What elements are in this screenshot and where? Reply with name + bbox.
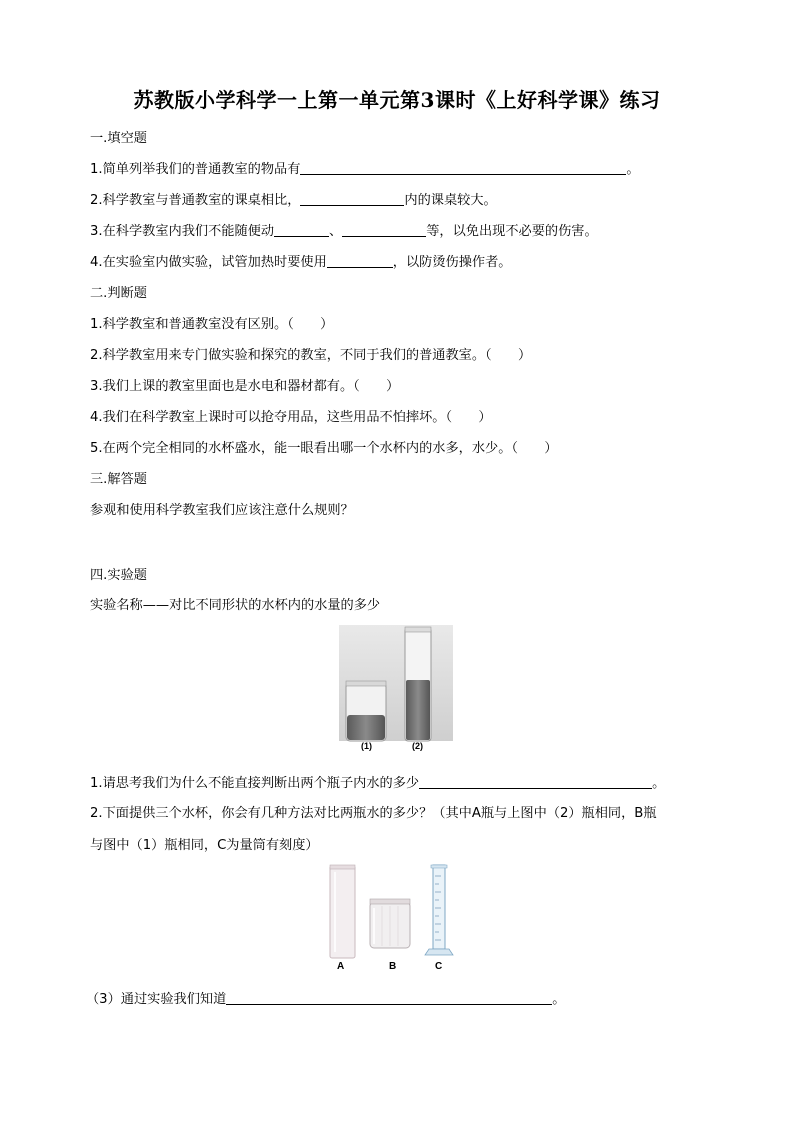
figure2-label-b: B (389, 961, 397, 972)
fill-question-1 (90, 158, 640, 177)
experiment-question-3 (86, 988, 565, 1007)
answer-blank[interactable] (327, 253, 393, 268)
two-jars-image (339, 625, 453, 751)
fill-question-3-mid: 、 (329, 224, 343, 239)
experiment-question-1-text: 1.请思考我们为什么不能直接判断出两个瓶子内水的多少 (90, 776, 420, 791)
section2-heading: 二.判断题 (90, 286, 147, 301)
fill-question-1-text: 1.简单列举我们的普通教室的物品有 (90, 162, 301, 177)
figure1-label-2: (2) (412, 741, 423, 751)
fill-question-1-end: 。 (626, 162, 640, 177)
judge-question-5: 5.在两个完全相同的水杯盛水，能一眼看出哪一个水杯内的水多，水少。（ ） (90, 441, 558, 456)
figure2-label-a: A (337, 961, 345, 972)
answer-blank[interactable] (226, 990, 552, 1005)
fill-question-2 (90, 189, 497, 208)
section1-heading: 一.填空题 (90, 131, 147, 146)
experiment-question-3-text: （3）通过实验我们知道 (86, 992, 227, 1007)
experiment-question-3-end: 。 (552, 992, 566, 1007)
judge-question-1: 1.科学教室和普通教室没有区别。（ ） (90, 317, 334, 332)
three-cups-figure (322, 862, 472, 974)
page-title: 苏教版小学科学一上第一单元第3课时《上好科学课》练习 (133, 88, 661, 112)
three-cups-image (322, 862, 472, 960)
fill-question-2-end: 内的课桌较大。 (404, 193, 497, 208)
answer-question: 参观和使用科学教室我们应该注意什么规则？ (90, 503, 354, 518)
fill-question-4-end: ，以防烫伤操作者。 (392, 255, 512, 270)
experiment-question-1-end: 。 (652, 776, 666, 791)
figure2-label-c: C (435, 961, 443, 972)
answer-blank[interactable] (274, 222, 329, 237)
fill-question-3-text: 3.在科学教室内我们不能随便动 (90, 224, 275, 239)
two-jars-figure (339, 625, 453, 751)
judge-question-3: 3.我们上课的教室里面也是水电和器材都有。（ ） (90, 379, 400, 394)
figure1-label-1: (1) (361, 741, 372, 751)
fill-question-4-text: 4.在实验室内做实验，试管加热时要使用 (90, 255, 327, 270)
judge-question-2: 2.科学教室用来专门做实验和探究的教室，不同于我们的普通教室。（ ） (90, 348, 532, 363)
answer-blank[interactable] (300, 191, 404, 206)
experiment-name: 实验名称——对比不同形状的水杯内的水量的多少 (90, 598, 381, 613)
fill-question-3 (90, 220, 598, 239)
fill-question-2-text: 2.科学教室与普通教室的课桌相比， (90, 193, 301, 208)
fill-question-3-end: 等，以免出现不必要的伤害。 (426, 224, 598, 239)
answer-blank[interactable] (419, 774, 652, 789)
answer-blank[interactable] (342, 222, 426, 237)
answer-blank[interactable] (300, 160, 626, 175)
experiment-question-2-line2: 与图中（1）瓶相同，C为量筒有刻度） (90, 838, 319, 853)
fill-question-4 (90, 251, 511, 270)
experiment-question-2-line1: 2.下面提供三个水杯，你会有几种方法对比两瓶水的多少？（其中A瓶与上图中（2）瓶相同，B瓶 (90, 806, 657, 821)
section3-heading: 三.解答题 (90, 472, 147, 487)
experiment-question-1 (90, 772, 665, 791)
judge-question-4: 4.我们在科学教室上课时可以抢夺用品，这些用品不怕摔坏。（ ） (90, 410, 492, 425)
section4-heading: 四.实验题 (90, 568, 147, 583)
